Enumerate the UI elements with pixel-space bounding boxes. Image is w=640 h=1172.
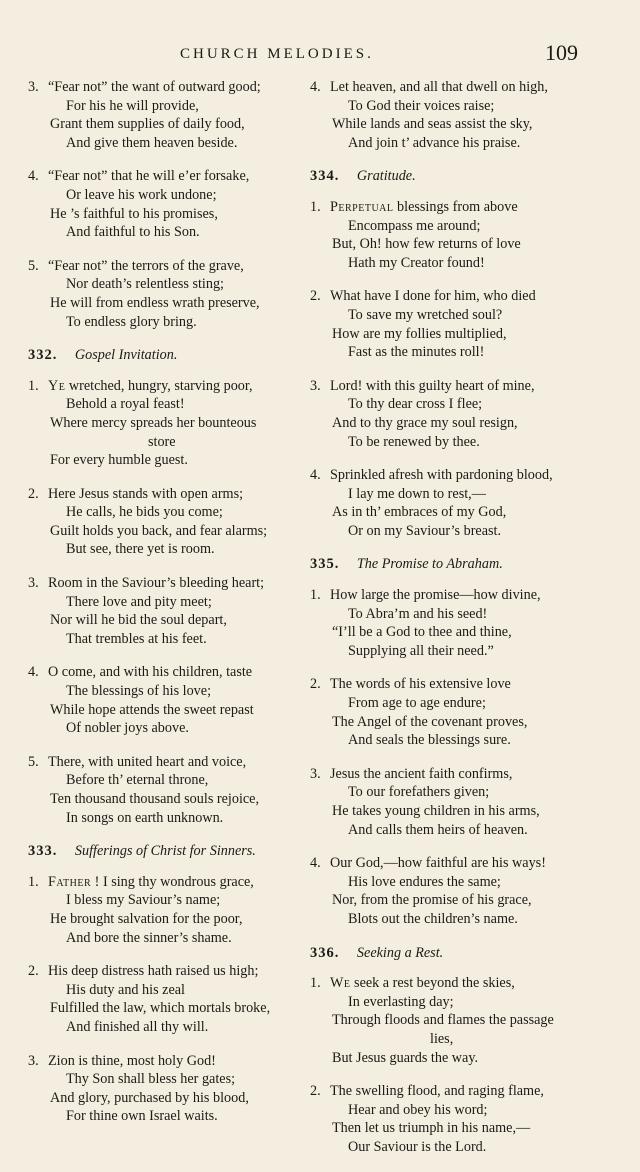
stanza-first-line	[310, 198, 572, 217]
stanza-line: Supplying all their need.”	[348, 642, 494, 659]
stanza-line: Nor will he bid the soul depart,	[50, 612, 227, 629]
stanza-number: 5.	[28, 753, 39, 770]
stanza	[28, 377, 300, 470]
stanza-line: Grant them supplies of daily food,	[50, 116, 245, 133]
stanza-line: While lands and seas assist the sky,	[332, 116, 533, 133]
line-text: ! I sing thy wondrous grace,	[94, 873, 254, 890]
first-word: Perpetual	[330, 198, 394, 215]
stanza-line: To endless glory bring.	[66, 313, 197, 330]
first-word: Father	[48, 873, 92, 890]
stanza	[28, 167, 300, 241]
stanza-line: store	[148, 433, 176, 450]
stanza-first-line	[28, 257, 300, 276]
stanza-line: And calls them heirs of heaven.	[348, 821, 528, 838]
stanza-line: And to thy grace my soul resign,	[332, 414, 518, 431]
stanza-first-line	[310, 765, 572, 784]
page-header	[0, 40, 640, 70]
stanza-line: And join t’ advance his praise.	[348, 134, 521, 151]
line-text: Jesus the ancient faith confirms,	[330, 765, 513, 782]
hymn-333-stanzas	[28, 873, 300, 1126]
hymn-title: Sufferings of Christ for Sinners.	[74, 843, 256, 860]
hymn-332-heading	[28, 346, 300, 365]
stanza-line: For every humble guest.	[50, 452, 188, 469]
stanza-first-line	[28, 753, 300, 772]
stanza-line: How are my follies multiplied,	[332, 325, 507, 342]
stanza-line: And bore the sinner’s shame.	[66, 929, 232, 946]
stanza-first-line	[310, 78, 572, 97]
stanza-number: 3.	[310, 765, 321, 782]
stanza-line: Ten thousand thousand souls rejoice,	[50, 791, 260, 807]
stanza-line: Nor, from the promise of his grace,	[332, 892, 532, 909]
stanza	[28, 753, 300, 827]
hymn-331-continuation	[28, 78, 300, 331]
stanza-number: 1.	[28, 873, 39, 890]
stanza-number: 3.	[310, 377, 321, 394]
stanza-line: In songs on earth unknown.	[66, 809, 224, 826]
hymn-number: 335.	[310, 556, 340, 573]
stanza	[310, 466, 572, 540]
line-text: Our God,—how faithful are his ways!	[330, 855, 546, 872]
stanza-line: He will from endless wrath preserve,	[50, 294, 260, 311]
stanza-line: Nor death’s relentless sting;	[66, 276, 225, 293]
line-text: Here Jesus stands with open arms;	[48, 485, 244, 502]
stanza-number: 3.	[28, 1052, 39, 1069]
line-text: Lord! with this guilty heart of mine,	[330, 377, 535, 394]
stanza-line: Encompass me around;	[348, 217, 481, 234]
stanza	[310, 974, 572, 1067]
hymn-336-heading	[310, 944, 572, 963]
stanza-number: 2.	[310, 1083, 321, 1100]
line-text: Sprinkled afresh with pardoning blood,	[330, 467, 553, 484]
stanza	[310, 287, 572, 361]
stanza-line: The blessings of his love;	[66, 683, 212, 700]
line-text: “Fear not” that he will e’er forsake,	[48, 168, 250, 185]
stanza-number: 5.	[28, 257, 39, 274]
stanza-line: Before th’ eternal throne,	[66, 772, 209, 789]
line-text: seek a rest beyond the skies,	[354, 975, 515, 992]
stanza-line: To be renewed by thee.	[348, 433, 480, 450]
stanza	[28, 1052, 300, 1126]
first-word: We	[330, 975, 351, 992]
stanza-line: “I’ll be a God to thee and thine,	[332, 624, 512, 641]
stanza	[28, 873, 300, 947]
stanza-line: But see, there yet is room.	[66, 541, 215, 558]
stanza-first-line	[28, 377, 300, 396]
stanza-number: 3.	[28, 575, 39, 592]
stanza-line: Or on my Saviour’s breast.	[348, 522, 502, 539]
stanza-number: 4.	[28, 168, 39, 185]
stanza-first-line	[310, 675, 572, 694]
stanza-line: Blots out the children’s name.	[348, 910, 518, 927]
stanza-first-line	[28, 574, 300, 593]
stanza	[28, 485, 300, 559]
stanza-number: 4.	[28, 664, 39, 681]
right-column	[310, 78, 572, 1172]
stanza-first-line	[310, 586, 572, 605]
first-word: Ye	[48, 377, 66, 394]
line-text: How large the promise—how divine,	[330, 587, 541, 604]
stanza	[310, 854, 572, 928]
hymn-334-heading	[310, 167, 572, 186]
stanza	[310, 765, 572, 839]
hymn-title: Seeking a Rest.	[356, 944, 444, 961]
stanza-first-line	[310, 854, 572, 873]
stanza-first-line	[28, 78, 300, 97]
line-text: wretched, hungry, starving poor,	[68, 377, 253, 394]
stanza-line: To thy dear cross I flee;	[348, 396, 483, 413]
stanza-line: But, Oh! how few returns of love	[332, 236, 521, 253]
stanza-number: 1.	[28, 377, 39, 394]
line-text: blessings from above	[397, 198, 518, 215]
stanza-number: 3.	[28, 79, 39, 95]
stanza-line: That trembles at his feet.	[66, 630, 207, 647]
hymn-title: Gospel Invitation.	[74, 347, 178, 364]
hymn-title: Gratitude.	[356, 168, 416, 185]
hymn-335-stanzas	[310, 586, 572, 929]
stanza-line: And glory, purchased by his blood,	[50, 1089, 249, 1106]
stanza-line: Behold a royal feast!	[66, 396, 185, 413]
stanza-line: He takes young children in his arms,	[332, 803, 540, 819]
line-text: Zion is thine, most holy God!	[48, 1052, 216, 1069]
stanza-line: Our Saviour is the Lord.	[348, 1138, 487, 1155]
line-text: The words of his extensive love	[330, 676, 511, 693]
stanza-line: His duty and his zeal	[66, 981, 185, 998]
hymn-333-heading	[28, 842, 300, 861]
stanza-line: Guilt holds you back, and fear alarms;	[50, 522, 268, 539]
stanza-line: And faithful to his Son.	[66, 224, 200, 241]
hymn-332-stanzas	[28, 377, 300, 827]
stanza-line: Thy Son shall bless her gates;	[66, 1071, 236, 1088]
stanza-line: But Jesus guards the way.	[332, 1049, 479, 1066]
stanza-first-line	[28, 485, 300, 504]
stanza	[28, 78, 300, 152]
stanza-line: Hear and obey his word;	[348, 1101, 488, 1118]
stanza-line: Hath my Creator found!	[348, 254, 485, 271]
stanza-line: For his he will provide,	[66, 97, 199, 114]
stanza-line: There love and pity meet;	[66, 593, 212, 610]
stanza-line: And give them heaven beside.	[66, 134, 238, 151]
stanza-number: 4.	[310, 79, 321, 95]
stanza-first-line	[310, 377, 572, 396]
hymn-334-stanzas	[310, 198, 572, 541]
stanza	[28, 257, 300, 331]
line-text: His deep distress hath raised us high;	[48, 963, 259, 980]
stanza-line: His love endures the same;	[348, 873, 501, 890]
stanza-line: To our forefathers given;	[348, 784, 490, 801]
stanza-line: Fast as the minutes roll!	[348, 344, 485, 361]
stanza-first-line	[28, 962, 300, 981]
stanza-number: 2.	[310, 676, 321, 693]
stanza	[28, 574, 300, 648]
stanza-line: Through floods and flames the passage	[332, 1012, 554, 1029]
stanza-line: To save my wretched soul?	[348, 306, 503, 323]
hymn-number: 336.	[310, 944, 340, 961]
stanza-line: As in th’ embraces of my God,	[332, 504, 507, 521]
stanza-line: To God their voices raise;	[348, 97, 495, 114]
line-text: O come, and with his children, taste	[48, 664, 253, 681]
stanza-number: 2.	[28, 485, 39, 502]
stanza-first-line	[310, 1082, 572, 1101]
stanza	[28, 962, 300, 1036]
stanza-line: I lay me down to rest,—	[348, 485, 486, 502]
line-text: The swelling flood, and raging flame,	[330, 1083, 544, 1100]
line-text: “Fear not” the want of outward good;	[48, 79, 261, 95]
stanza-first-line	[28, 1052, 300, 1071]
stanza	[310, 1082, 572, 1156]
page-number: 109	[545, 40, 578, 65]
stanza	[310, 198, 572, 272]
stanza	[310, 675, 572, 749]
left-column	[28, 78, 300, 1141]
hymn-336-stanzas	[310, 974, 572, 1156]
stanza-number: 1.	[310, 975, 321, 992]
stanza-line: He brought salvation for the poor,	[50, 910, 243, 927]
running-title: CHURCH MELODIES.	[180, 46, 374, 62]
hymn-title: The Promise to Abraham.	[356, 556, 503, 573]
stanza-number: 4.	[310, 855, 321, 872]
stanza-first-line	[28, 663, 300, 682]
stanza	[310, 586, 572, 660]
stanza-number: 2.	[28, 963, 39, 980]
stanza-line: lies,	[430, 1030, 454, 1047]
stanza-line: Of nobler joys above.	[66, 720, 189, 737]
stanza-line: Fulfilled the law, which mortals broke,	[50, 1000, 271, 1017]
stanza-line: And finished all thy will.	[66, 1018, 209, 1035]
line-text: Let heaven, and all that dwell on high,	[330, 79, 548, 95]
stanza-number: 1.	[310, 587, 321, 604]
hymn-number: 334.	[310, 168, 340, 185]
stanza-line: In everlasting day;	[348, 993, 454, 1010]
stanza-line: He calls, he bids you come;	[66, 504, 223, 521]
stanza-first-line	[310, 974, 572, 993]
hymn-number: 333.	[28, 843, 58, 860]
stanza-line: He ’s faithful to his promises,	[50, 205, 218, 222]
stanza-number: 1.	[310, 198, 321, 215]
stanza-line: Or leave his work undone;	[66, 186, 217, 203]
hymn-333-continuation	[310, 78, 572, 152]
stanza-line: For thine own Israel waits.	[66, 1108, 218, 1125]
stanza-line: Then let us triumph in his name,—	[332, 1120, 531, 1137]
line-text: There, with united heart and voice,	[48, 753, 247, 770]
stanza-line: While hope attends the sweet repast	[50, 701, 254, 718]
stanza-line: The Angel of the covenant proves,	[332, 713, 528, 730]
stanza-first-line	[28, 167, 300, 186]
line-text: “Fear not” the terrors of the grave,	[48, 257, 244, 274]
stanza	[28, 663, 300, 737]
line-text: What have I done for him, who died	[330, 288, 536, 305]
stanza-line: I bless my Saviour’s name;	[66, 892, 221, 909]
stanza-line: From age to age endure;	[348, 695, 486, 712]
stanza-first-line	[28, 873, 300, 892]
stanza-line: To Abra’m and his seed!	[348, 605, 488, 622]
stanza-first-line	[310, 466, 572, 485]
stanza-first-line	[310, 287, 572, 306]
hymn-335-heading	[310, 555, 572, 574]
hymn-number: 332.	[28, 347, 58, 364]
stanza	[310, 78, 572, 152]
stanza-line: And seals the blessings sure.	[348, 732, 511, 749]
line-text: Room in the Saviour’s bleeding heart;	[48, 575, 265, 592]
stanza	[310, 377, 572, 451]
stanza-number: 4.	[310, 467, 321, 484]
stanza-line: Where mercy spreads her bounteous	[50, 414, 257, 431]
stanza-number: 2.	[310, 288, 321, 305]
